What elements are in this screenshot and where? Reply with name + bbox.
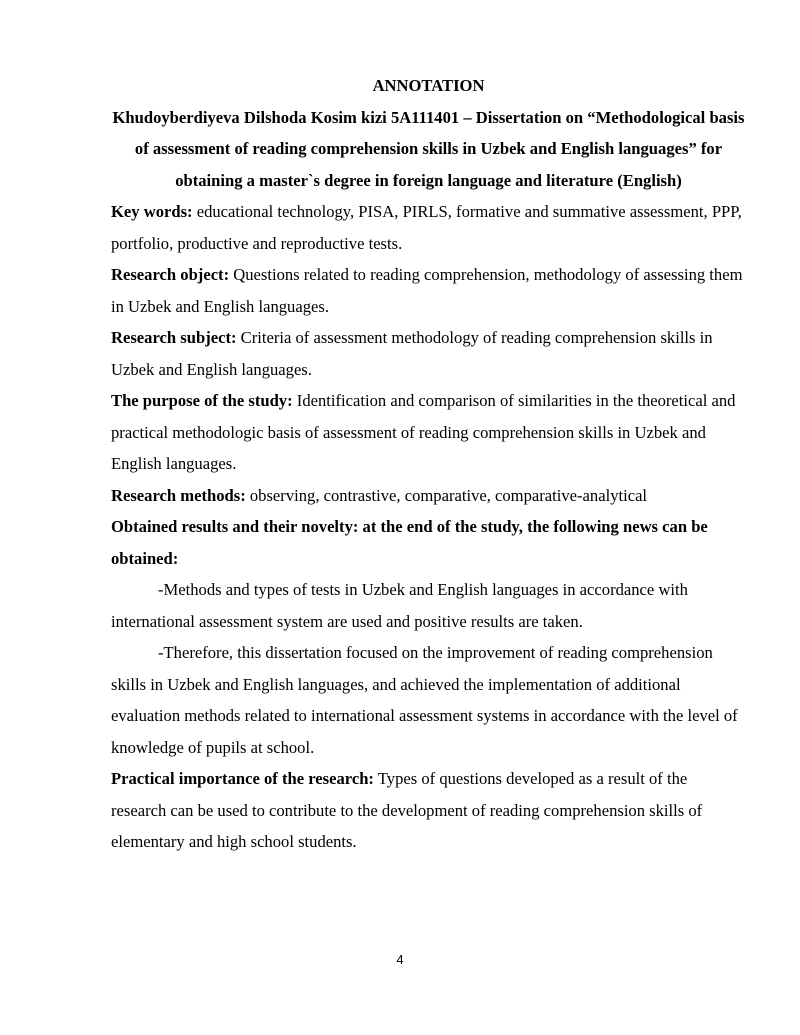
importance-text: Types of questions developed as a result of the research can be used to contribute to the development of reading comprehension skills of elementary and high school students. [111,769,703,851]
purpose-text: Identification and comparison of similarities in the theoretical and practical methodologic basis of assessment of reading comprehension skills in Uzbek and English languages. [111,391,736,473]
key-words-label: Key words: [111,202,193,221]
importance-paragraph [111,763,746,858]
research-subject-text: Criteria of assessment methodology of reading comprehension skills in Uzbek and English languages. [111,328,713,379]
methods-paragraph [111,480,746,512]
research-object-text: Questions related to reading comprehension, methodology of assessing them in Uzbek and English languages. [111,265,743,316]
result-item: -Therefore, this dissertation focused on the improvement of reading comprehension skills in Uzbek and English languages, and achieved the implementation of additional evaluation methods related to international assessment systems in accordance with the level of knowledge of pupils at school. [111,643,738,757]
page-number: 4 [396,952,404,967]
purpose-label: The purpose of the study: [111,391,293,410]
methods-text: observing, contrastive, comparative, comparative-analytical [245,485,648,505]
methods-label: Research methods: [111,485,246,505]
key-words-text: educational technology, PISA, PIRLS, formative and summative assessment, PPP, portfolio, productive and reproductive tests. [111,202,742,253]
research-object-label: Research object: [111,265,230,284]
importance-label: Practical importance of the research: [111,769,374,788]
results-heading: Obtained results and their novelty: at the end of the study, the following news can be obtained: [111,517,708,568]
dissertation-subtitle: Khudoyberdiyeva Dilshoda Kosim kizi 5A111401 – Dissertation on “Methodological basis of assessment of reading comprehension skills in Uzbek and English languages” for obtaining a master`s degree in foreign language and literature (English) [112,107,745,190]
key-words-paragraph [111,196,746,259]
research-subject-paragraph [111,322,746,385]
annotation-heading: ANNOTATION [372,76,485,95]
research-subject-label: Research subject: [111,328,237,347]
annotation-body [111,70,746,858]
purpose-paragraph [111,385,746,480]
result-item: -Methods and types of tests in Uzbek and English languages in accordance with international assessment system are used and positive results are taken. [111,580,688,631]
research-object-paragraph [111,259,746,322]
